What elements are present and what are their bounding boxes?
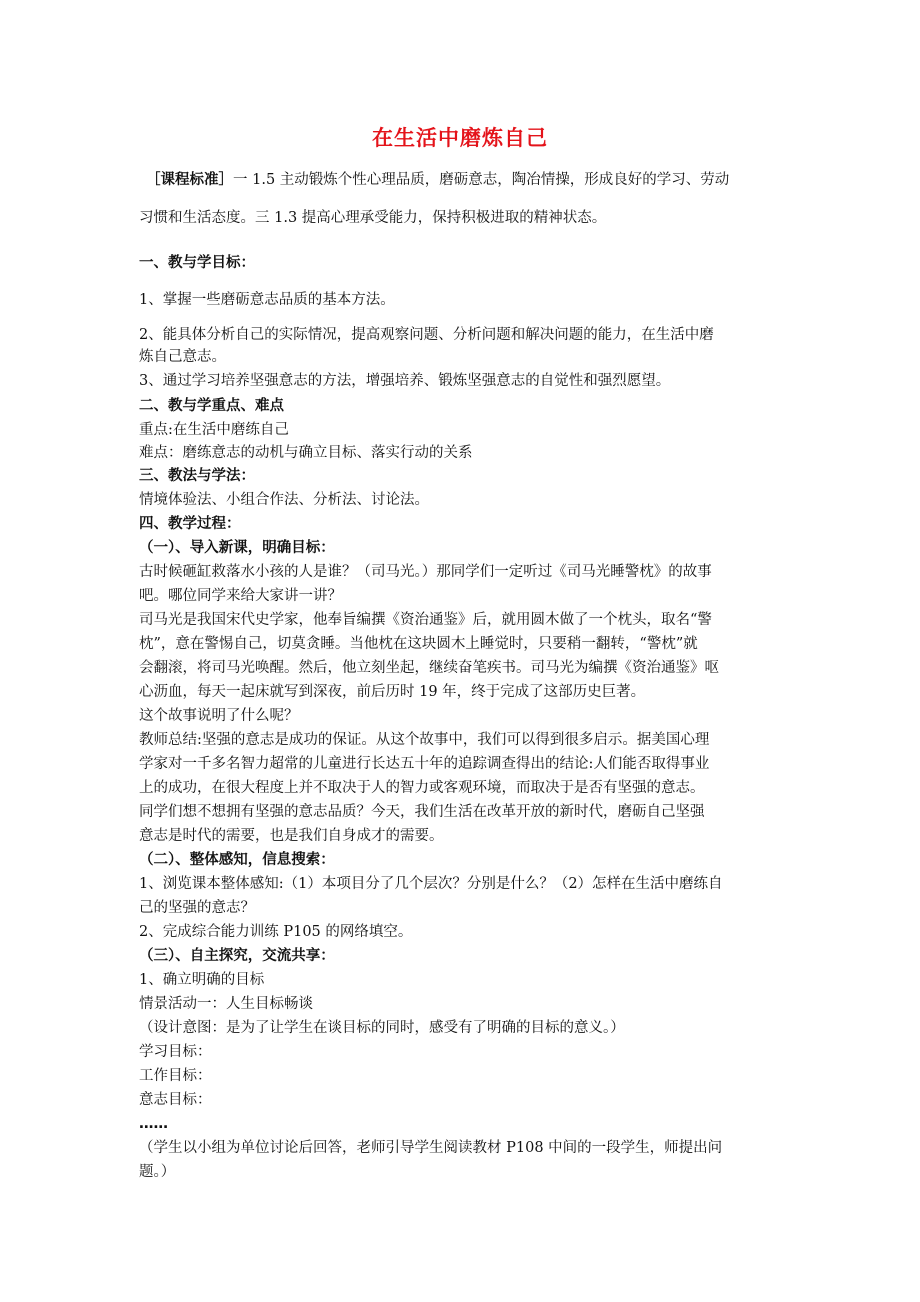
course-standard-line [146, 170, 729, 190]
key-point: 重点:在生活中磨练自己 [139, 422, 289, 438]
section-heading-key-points: 二、教与学重点、难点 [139, 398, 284, 414]
section-heading-methods: 三、教法与学法： [139, 468, 255, 484]
paragraph-line: 己的坚强的意志？ [139, 900, 255, 916]
paragraph-line: 情景活动一：人生目标畅谈 [139, 996, 313, 1012]
section-heading-goals: 一、教与学目标： [139, 255, 255, 271]
paragraph-line: （设计意图：是为了让学生在谈目标的同时，感受有了明确的目标的意义。） [139, 1020, 625, 1036]
paragraph-line: 同学们想不想拥有坚强的意志品质？今天，我们生活在改革开放的新时代，磨砺自己坚强 [139, 804, 705, 820]
methods-text: 情境体验法、小组合作法、分析法、讨论法。 [139, 492, 429, 508]
subsection-heading-explore: （三）、自主探究，交流共享： [139, 948, 335, 964]
paragraph-line: 会翻滚，将司马光唤醒。然后，他立刻坐起，继续奋笔疾书。司马光为编撰《资治通鉴》呕 [139, 660, 719, 676]
paragraph-line: 心沥血，每天一起床就写到深夜，前后历时 19 年，终于完成了这部历史巨著。 [139, 684, 646, 700]
course-standard-label: ［课程标准］ [146, 172, 233, 188]
paragraph-line: 1、确立明确的目标 [139, 972, 265, 988]
paragraph-line: 教师总结:坚强的意志是成功的保证。从这个故事中，我们可以得到很多启示。据美国心理 [139, 732, 710, 748]
course-standard-line-2: 习惯和生活态度。三 1.3 提高心理承受能力，保持积极进取的精神状态。 [139, 210, 607, 226]
document-title: 在生活中磨炼自己 [372, 126, 548, 150]
paragraph-line: 意志是时代的需要，也是我们自身成才的需要。 [139, 828, 444, 844]
ellipsis-line: …… [139, 1116, 168, 1132]
paragraph-line: 题。） [139, 1164, 176, 1180]
paragraph-line: 吧。哪位同学来给大家讲一讲？ [139, 588, 342, 604]
subsection-heading-overview: （二）、整体感知，信息搜索： [139, 852, 335, 868]
goal-item-2-cont: 炼自己意志。 [139, 349, 226, 365]
goal-item-3: 3、通过学习培养坚强意志的方法，增强培养、锻炼坚强意志的自觉性和强烈愿望。 [139, 373, 671, 389]
paragraph-line: 这个故事说明了什么呢？ [139, 708, 299, 724]
paragraph-line: 古时候砸缸救落水小孩的人是谁？（司马光。）那同学们一定听过《司马光睡警枕》的故事 [139, 564, 712, 580]
paragraph-line: 学习目标： [139, 1044, 212, 1060]
paragraph-line: 上的成功，在很大程度上并不取决于人的智力或客观环境，而取决于是否有坚强的意志。 [139, 780, 705, 796]
paragraph-line: 2、完成综合能力训练 P105 的网络填空。 [139, 924, 413, 940]
section-heading-process: 四、教学过程： [139, 516, 241, 532]
paragraph-line: 工作目标： [139, 1068, 212, 1084]
paragraph-line: 学家对一千多名智力超常的儿童进行长达五十年的追踪调查得出的结论:人们能否取得事业 [139, 756, 710, 772]
paragraph-line: （学生以小组为单位讨论后回答，老师引导学生阅读教材 P108 中间的一段学生，师提出问 [139, 1140, 723, 1156]
difficult-point: 难点：磨练意志的动机与确立目标、落实行动的关系 [139, 445, 473, 461]
paragraph-line: 司马光是我国宋代史学家，他奉旨编撰《资治通鉴》后，就用圆木做了一个枕头，取名“警 [139, 612, 712, 628]
goal-item-2: 2、能具体分析自己的实际情况，提高观察问题、分析问题和解决问题的能力，在生活中磨 [139, 327, 714, 343]
goal-item-1: 1、掌握一些磨砺意志品质的基本方法。 [139, 292, 395, 308]
paragraph-line: 1、浏览课本整体感知:（1）本项目分了几个层次？分别是什么？（2）怎样在生活中磨练自 [139, 876, 723, 892]
subsection-heading-intro: （一）、导入新课，明确目标： [139, 540, 335, 556]
paragraph-line: 枕”，意在警惕自己，切莫贪睡。当他枕在这块圆木上睡觉时，只要稍一翻转，“警枕”就 [139, 636, 698, 652]
paragraph-line: 意志目标： [139, 1092, 212, 1108]
course-standard-text: 一 1.5 主动锻炼个性心理品质，磨砺意志，陶冶情操，形成良好的学习、劳动 [233, 172, 730, 188]
